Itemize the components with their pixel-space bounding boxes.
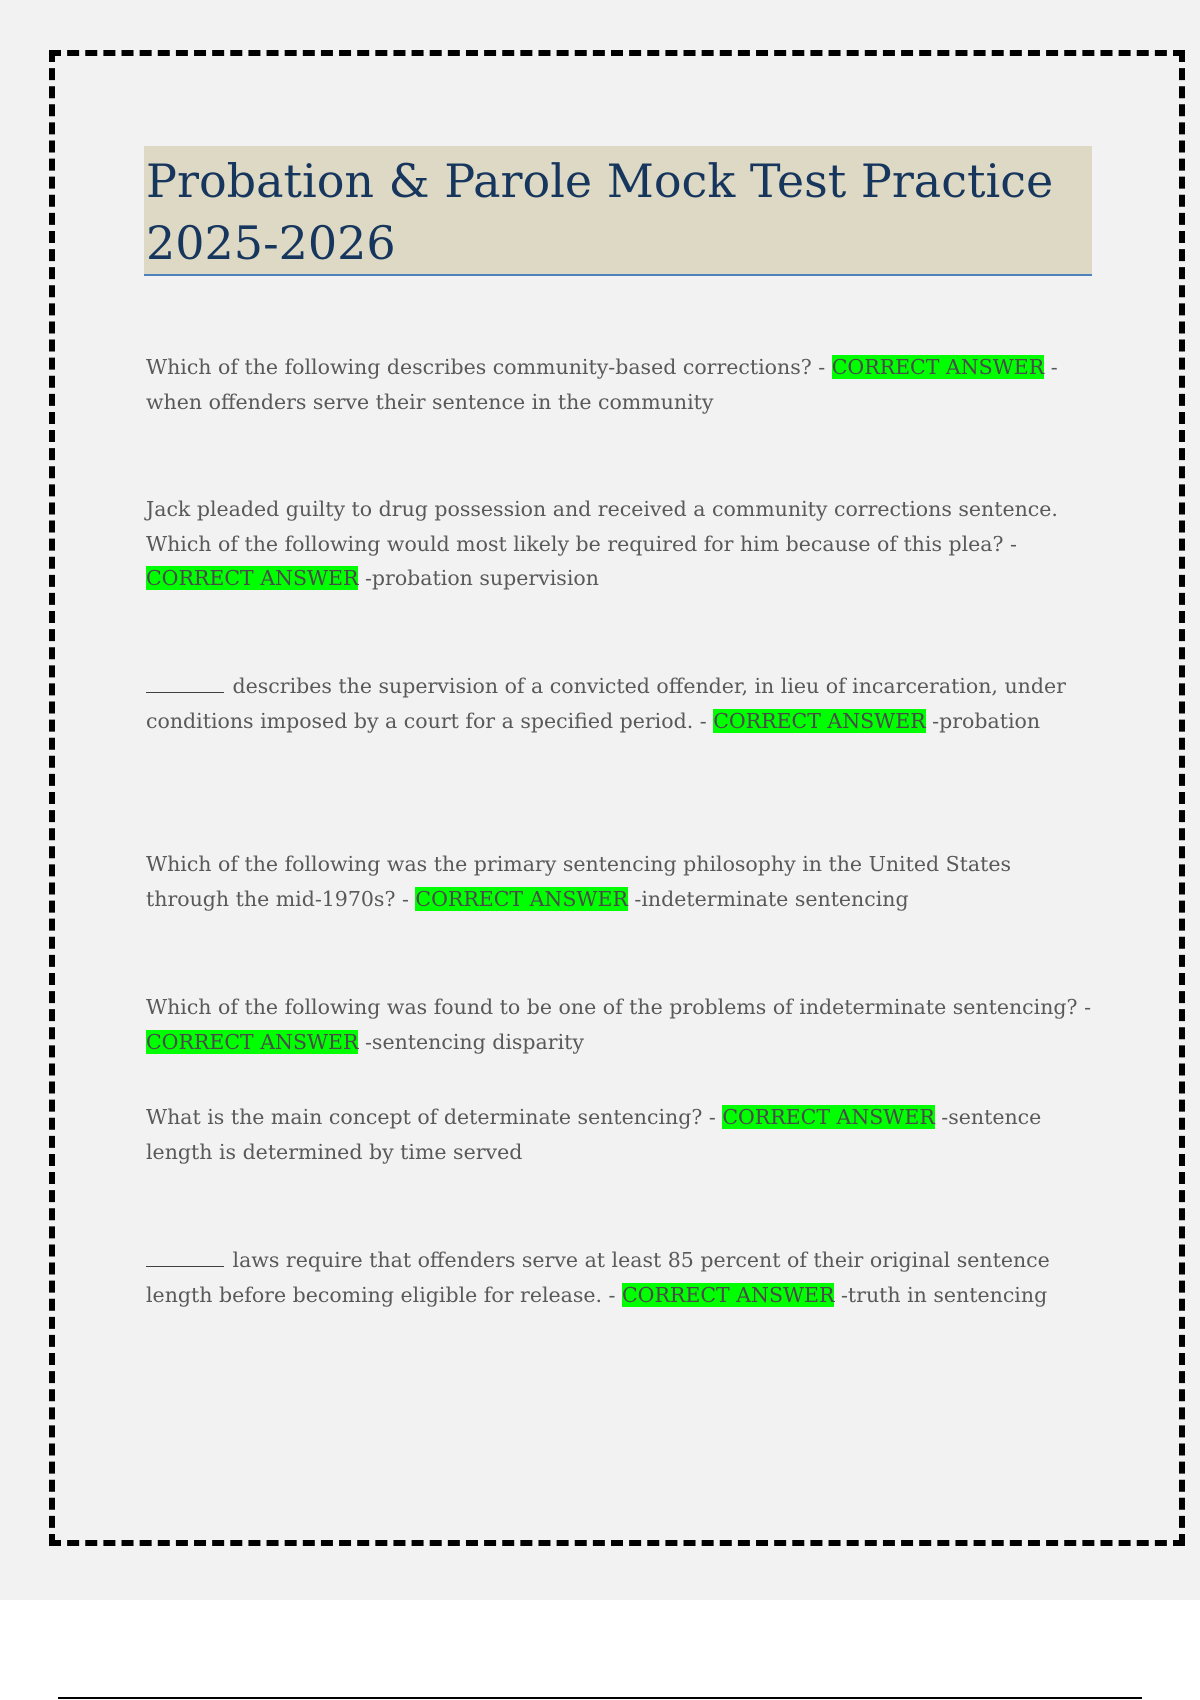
answer-text: when offenders serve their sentence in the community xyxy=(146,389,714,414)
correct-answer-label: CORRECT ANSWER xyxy=(713,708,926,733)
question-text: Jack pleaded guilty to drug possession and received a community corrections sentence. Which of the following would most likely be required for him because of this plea? xyxy=(146,497,1058,556)
correct-answer-label: CORRECT ANSWER xyxy=(831,355,1045,379)
answer-text: probation supervision xyxy=(371,566,599,590)
correct-answer-label: CORRECT ANSWER xyxy=(415,886,628,911)
question-text: Which of the following describes community-based corrections? xyxy=(146,355,812,379)
answer-text: sentence length is determined by time served xyxy=(146,1105,1042,1164)
question-text: What is the main concept of determinate sentencing? xyxy=(146,1105,703,1129)
correct-answer-label: CORRECT ANSWER xyxy=(146,1029,359,1054)
fill-in-blank xyxy=(146,1246,224,1267)
question-text: Which of the following was found to be one of the problems of indeterminate sentencing? xyxy=(146,995,1078,1019)
correct-answer-label: CORRECT ANSWER xyxy=(722,1105,935,1129)
question-text: describes the supervision of a convicted offender, in lieu of incarceration, under conditions imposed by a court for a specified period. xyxy=(146,674,1066,733)
question-item-6: What is the main concept of determinate sentencing? - CORRECT ANSWER -sentence length is determined by time served xyxy=(146,1105,1042,1164)
title-block xyxy=(144,146,1092,276)
correct-answer-label: CORRECT ANSWER xyxy=(146,566,359,590)
question-text: Which of the following was the primary sentencing philosophy in the United States through the mid-1970s? xyxy=(146,852,1012,911)
title-line-1: Probation & Parole Mock Test Practice xyxy=(146,154,1054,208)
question-item-4: Which of the following was the primary sentencing philosophy in the United States through the mid-1970s? - CORRECT ANSWER -indeterminate sentencing xyxy=(146,852,1012,911)
question-item-1: Which of the following describes community-based corrections? - CORRECT ANSWER -when offenders serve their sentence in the community xyxy=(146,355,1058,414)
correct-answer-label: CORRECT ANSWER xyxy=(622,1282,835,1307)
title-line-2: 2025-2026 xyxy=(146,216,396,270)
answer-text: indeterminate sentencing xyxy=(641,886,909,911)
question-item-5: Which of the following was found to be one of the problems of indeterminate sentencing? - CORRECT ANSWER -sentencing disparity xyxy=(146,995,1091,1054)
footer-divider xyxy=(58,1697,1142,1699)
answer-text: truth in sentencing xyxy=(847,1282,1048,1307)
question-text: laws require that offenders serve at least 85 percent of their original sentence length before becoming eligible for release. xyxy=(146,1248,1050,1307)
answer-text: sentencing disparity xyxy=(371,1029,584,1054)
answer-text: probation xyxy=(939,708,1041,733)
question-item-3: describes the supervision of a convicted offender, in lieu of incarceration, under conditions imposed by a court for a specified period. - CORRECT ANSWER -probation xyxy=(146,674,1066,733)
question-item-7: laws require that offenders serve at least 85 percent of their original sentence length before becoming eligible for release. - CORRECT ANSWER -truth in sentencing xyxy=(146,1248,1050,1307)
fill-in-blank xyxy=(146,672,224,693)
document-title xyxy=(144,146,1092,274)
question-item-2: Jack pleaded guilty to drug possession and received a community corrections sentence. Which of the following would most likely be required for him because of this plea? - CORRECT ANSWER -probation supervision xyxy=(146,497,1058,590)
